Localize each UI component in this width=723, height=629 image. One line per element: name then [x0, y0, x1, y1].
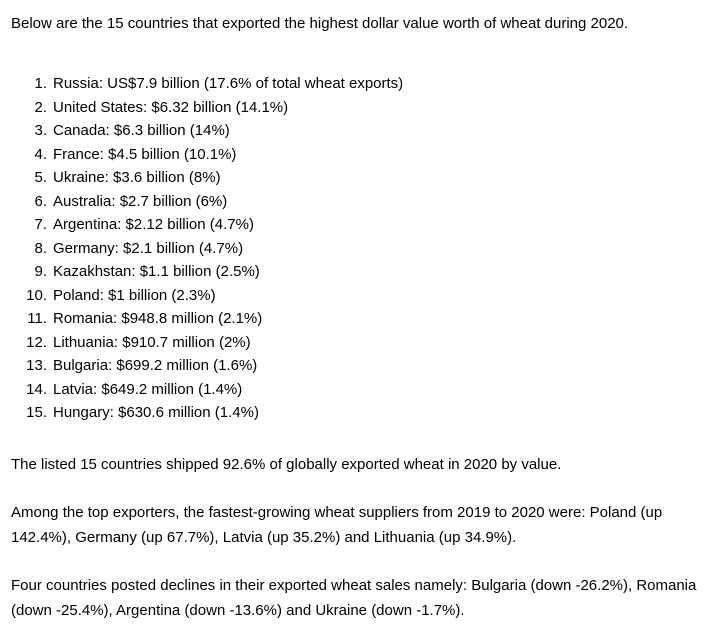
list-item-text: Germany: $2.1 billion (4.7%) [53, 239, 244, 257]
list-item-text: Lithuania: $910.7 million (2%) [53, 333, 251, 351]
list-item [11, 96, 712, 120]
list-item [11, 284, 712, 308]
list-item-text: Poland: $1 billion (2.3%) [53, 286, 216, 304]
list-item-text: Canada: $6.3 billion (14%) [53, 122, 230, 139]
list-item-rank: 12. [26, 333, 47, 351]
list-item [11, 307, 712, 331]
list-item-rank: 8. [34, 239, 47, 257]
list-item [11, 354, 712, 378]
list-item-rank: 5. [34, 169, 47, 186]
summary-paragraph: The listed 15 countries shipped 92.6% of globally exported wheat in 2020 by value. [11, 455, 562, 473]
list-item-text: Romania: $948.8 million (2.1%) [53, 310, 263, 327]
intro-paragraph: Below are the 15 countries that exported the highest dollar value worth of wheat during 2020. [11, 15, 629, 32]
list-item-rank: 4. [34, 145, 47, 163]
list-item-rank: 1. [34, 75, 47, 92]
list-item-rank: 10. [26, 286, 47, 304]
list-item-rank: 15. [26, 404, 47, 421]
list-item [11, 331, 712, 355]
list-item-rank: 13. [26, 357, 47, 374]
list-item-text: United States: $6.32 billion (14.1%) [53, 98, 289, 116]
list-item [11, 213, 712, 237]
list-item [11, 237, 712, 261]
list-item [11, 119, 712, 143]
exporters-list [11, 72, 712, 425]
list-item-rank: 6. [34, 192, 47, 210]
list-item [11, 143, 712, 167]
list-item-text: Russia: US$7.9 billion (17.6% of total wheat exports) [53, 75, 404, 92]
list-item-text: Kazakhstan: $1.1 billion (2.5%) [53, 263, 260, 280]
list-item [11, 190, 712, 214]
list-item-text: Hungary: $630.6 million (1.4%) [53, 404, 259, 421]
list-item [11, 378, 712, 402]
list-item [11, 166, 712, 190]
list-item [11, 260, 712, 284]
list-item-text: Australia: $2.7 billion (6%) [53, 192, 228, 210]
list-item [11, 72, 712, 96]
list-item-rank: 9. [34, 263, 47, 280]
list-item-text: Latvia: $649.2 million (1.4%) [53, 380, 243, 398]
list-item-rank: 7. [34, 216, 47, 233]
list-item-text: Ukraine: $3.6 billion (8%) [53, 169, 221, 186]
list-item-rank: 3. [34, 122, 47, 139]
declines-paragraph: Four countries posted declines in their exported wheat sales namely: Bulgaria (down -26.2%), Romania (down -25.4%), Argentina (down -13.6%) and Ukraine (down -1.7%). [11, 576, 697, 619]
list-item-text: Argentina: $2.12 billion (4.7%) [53, 216, 254, 233]
list-item-rank: 14. [26, 380, 47, 398]
growth-paragraph: Among the top exporters, the fastest-growing wheat suppliers from 2019 to 2020 were: Poland (up 142.4%), Germany (up 67.7%), Latvia (up 35.2%) and Lithuania (up 34.9%). [11, 503, 663, 546]
list-item [11, 401, 712, 425]
list-item-rank: 2. [34, 98, 47, 116]
list-item-text: France: $4.5 billion (10.1%) [53, 145, 237, 163]
list-item-rank: 11. [27, 310, 47, 327]
list-item-text: Bulgaria: $699.2 million (1.6%) [53, 357, 258, 374]
